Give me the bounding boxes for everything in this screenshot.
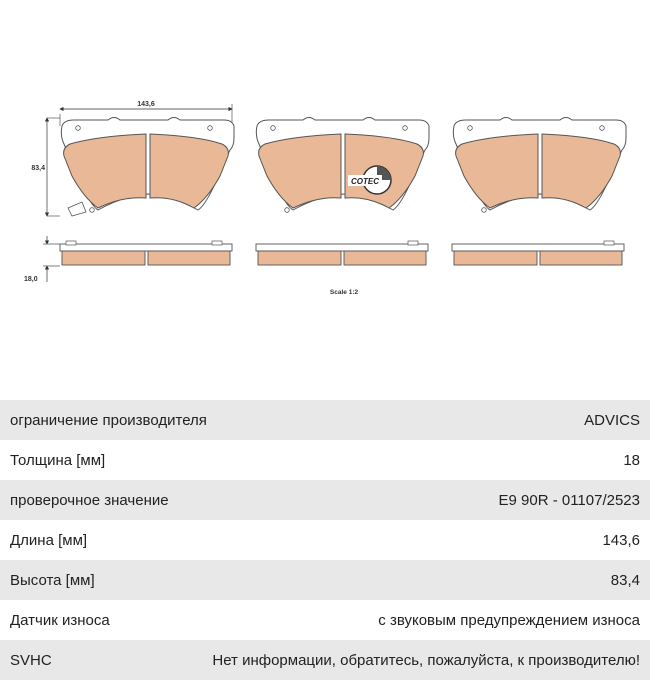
table-row bbox=[0, 400, 650, 440]
thickness-dimension-label: 18,0 bbox=[24, 276, 38, 283]
table-row bbox=[0, 440, 650, 480]
cotec-logo-text: COTEC bbox=[351, 177, 379, 186]
table-row bbox=[0, 600, 650, 640]
table-row bbox=[0, 480, 650, 520]
pad-1-front-view bbox=[61, 118, 234, 217]
height-dimension bbox=[31, 118, 60, 216]
pad-1-side-view bbox=[60, 241, 232, 265]
pad-2-side-view bbox=[256, 241, 428, 265]
spec-value: с звуковым предупреждением износа bbox=[378, 611, 640, 629]
spec-value: E9 90R - 01107/2523 bbox=[498, 491, 640, 509]
height-dimension-label: 83,4 bbox=[31, 165, 45, 172]
spec-label: Датчик износа bbox=[10, 611, 110, 629]
spec-value: 83,4 bbox=[610, 571, 640, 589]
pad-3-front-view bbox=[453, 118, 626, 213]
pad-3-side-view bbox=[452, 241, 624, 265]
spec-label: Высота [мм] bbox=[10, 571, 95, 589]
scale-label: Scale 1:2 bbox=[329, 289, 359, 296]
spec-label: Толщина [мм] bbox=[10, 451, 106, 469]
table-row bbox=[0, 520, 650, 560]
thickness-dimension bbox=[24, 236, 60, 283]
width-dimension-label: 143,6 bbox=[137, 101, 155, 108]
spec-value: ADVICS bbox=[584, 411, 640, 429]
spec-label: проверочное значение bbox=[10, 491, 169, 509]
spec-label: ограничение производителя bbox=[10, 411, 207, 429]
table-row bbox=[0, 560, 650, 600]
spec-value: Нет информации, обратитесь, пожалуйста, к производителю! bbox=[212, 651, 640, 669]
specs-table bbox=[0, 400, 650, 680]
spec-value: 143,6 bbox=[602, 531, 640, 549]
spec-value: 18 bbox=[623, 451, 640, 469]
pad-2-front-view bbox=[256, 118, 429, 213]
table-row bbox=[0, 640, 650, 680]
spec-label: SVHC bbox=[10, 651, 52, 669]
spec-label: Длина [мм] bbox=[10, 531, 88, 549]
